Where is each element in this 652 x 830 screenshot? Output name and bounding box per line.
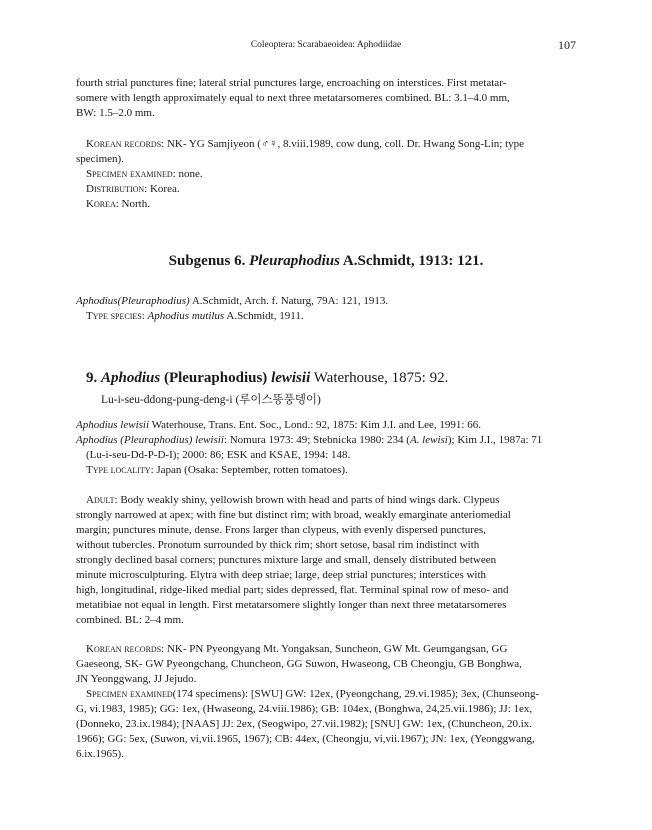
synonymy-cont: (Lu-i-seu-Dd-P-D-I); 2000: 86; ESK and KSAE, 1994: 148.: [86, 449, 351, 461]
distribution-text: Korea.: [149, 183, 180, 195]
adult-line: minute microsculpturing. Elytra with deep striae; large, deep strial punctures; interstices with: [76, 569, 487, 581]
synonymy: [76, 418, 576, 478]
previous-species-records: [76, 137, 576, 212]
subgenus-heading: [76, 253, 576, 270]
adult-line: margin; punctures minute, dense. Frons larger than clypeus, with evenly dispersed punctures,: [76, 524, 486, 536]
species-subgenus: (Pleuraphodius): [163, 370, 268, 386]
adult-line: without tubercles. Pronotum surrounded by thick rim; short setose, basal rim indistinct with: [76, 539, 480, 551]
specimen-text: (174 specimens): [SWU] GW: 12ex, (Pyeongchang, 29.vi.1985); 3ex, (Chunseong-: [172, 688, 540, 700]
korea-label: Korea:: [86, 198, 119, 210]
adult-line: strongly narrowed at apex; with fine but distinct rim; with broad, weakly emarginate anteriomedial: [76, 509, 511, 521]
description-line: fourth strial punctures fine; lateral strial punctures large, encroaching on interstices. First metatar-: [76, 77, 507, 89]
species-epithet: lewisii: [271, 370, 311, 386]
specimen-label: Specimen examined:: [86, 168, 176, 180]
adult-label: Adult:: [86, 494, 118, 506]
previous-species-description: [76, 76, 576, 121]
adult-line: strongly declined basal corners; punctures mixture large and small, densely distributed between: [76, 554, 497, 566]
adult-line: metatibiae not equal in length. First metatarsomere slightly longer than next three metatarsomeres: [76, 599, 507, 611]
running-header: [76, 40, 576, 56]
subgenus-reference: [76, 294, 576, 309]
distribution-label: Distribution:: [86, 183, 148, 195]
specimen-line: G, vi.1983, 1985); GG: 1ex, (Hwaseong, 24.viii.1986); GB: 104ex, (Bonghwa, 24,25.vii.1986); JJ: 1ex,: [76, 703, 533, 715]
description-line: BW: 1.5–2.0 mm.: [76, 107, 155, 119]
adult-description: [76, 493, 576, 628]
species-number: 9.: [86, 370, 98, 386]
synonym-text: ); Kim J.I., 1987a: 71: [447, 434, 543, 446]
subgenus-author: A.Schmidt, 1913: 121.: [342, 253, 484, 269]
records-line: JN Yeonggwang, JJ Jejudo.: [76, 673, 197, 685]
type-species-name: Aphodius mutilus: [147, 310, 225, 322]
records-line: [76, 642, 576, 657]
records-text: NK- PN Pyeongyang Mt. Yongaksan, Suncheon, GW Mt. Geumgangsan, GG: [166, 643, 508, 655]
korean-records-text: NK- YG Samjiyeon (♂♀, 8.viii.1989, cow dung, coll. Dr. Hwang Song-Lin; type: [166, 138, 525, 150]
adult-line: combined. BL: 2–4 mm.: [76, 614, 184, 626]
records-line: Gaeseong, SK- GW Pyeongchang, Chuncheon, GG Suwon, Hwaseong, CB Cheongju, GB Bonghwa,: [76, 658, 522, 670]
synonym-italic: A. lewisi: [409, 434, 448, 446]
records-label: Korean records:: [86, 643, 165, 655]
ref-subgenus: (Pleuraphodius): [117, 295, 190, 307]
type-locality-text: Japan (Osaka: September, rotten tomatoes).: [156, 464, 348, 476]
synonymy-line: [76, 433, 576, 448]
adult-text: Body weakly shiny, yellowish brown with head and parts of hind wings dark. Clypeus: [120, 494, 500, 506]
subgenus-prefix: Subgenus 6.: [168, 253, 246, 269]
running-title: Coleoptera: Scarabaeoidea: Aphodiidae: [250, 40, 402, 50]
korea: [76, 197, 576, 212]
adult-line: high, longitudinal, ridge-liked medial part; sides depressed, flat. Terminal spinal row of meso- and: [76, 584, 509, 596]
specimen-line: 1966); GG: 5ex, (Suwon, vi,vii.1965, 1967); CB: 44ex, (Cheongju, vi,vii.1967); JN: 1ex, (Yeonggwang,: [76, 733, 535, 745]
synonym-name: Aphodius lewisii: [76, 419, 150, 431]
distribution: [76, 182, 576, 197]
specimen-examined: [76, 167, 576, 182]
specimen-text: none.: [178, 168, 203, 180]
specimen-examined-label: Specimen examined: [86, 688, 173, 700]
synonym-text: : Nomura 1973: 49; Stebnicka 1980: 234 (: [223, 434, 410, 446]
synonymy-line: [76, 418, 576, 433]
species-genus: Aphodius: [101, 370, 161, 386]
type-species-label: Type species:: [86, 310, 145, 322]
ref-text: A.Schmidt, Arch. f. Naturg, 79A: 121, 1913.: [191, 295, 389, 307]
species-records: [76, 642, 576, 762]
korean-records-label: Korean records:: [86, 138, 165, 150]
type-species: [76, 309, 576, 324]
synonym-name: Aphodius (Pleuraphodius) lewisii: [76, 434, 224, 446]
specimen-line: (Donneko, 23.ix.1984); [NAAS] JJ: 2ex, (Seogwipo, 27.vii.1982); [SNU] GW: 1ex, (Chuncheon, 20.ix.: [76, 718, 533, 730]
korean-records: [76, 137, 576, 152]
specimen-line: [76, 687, 576, 702]
korean-records-cont: specimen).: [76, 153, 124, 165]
synonym-text: Waterhouse, Trans. Ent. Soc., Lond.: 92, 1875: Kim J.I. and Lee, 1991: 66.: [151, 419, 481, 431]
type-species-author: A.Schmidt, 1911.: [226, 310, 304, 322]
subgenus-references: [76, 294, 576, 324]
species-heading: [86, 370, 566, 387]
specimen-line: 6.ix.1965).: [76, 748, 124, 760]
species-korean-name: Lu-i-seu-ddong-pung-deng-i (루이스똥풍뎅이): [101, 394, 321, 406]
type-locality: [76, 463, 576, 478]
species-author: Waterhouse, 1875: 92.: [313, 370, 449, 386]
description-line: somere with length approximately equal to next three metatarsomeres combined. BL: 3.1–4.0 mm,: [76, 92, 510, 104]
type-locality-label: Type locality:: [86, 464, 154, 476]
subgenus-name: Pleuraphodius: [249, 253, 340, 269]
adult-line: [76, 493, 576, 508]
page-number: 107: [558, 38, 576, 52]
ref-genus: Aphodius: [76, 295, 118, 307]
korea-text: North.: [121, 198, 150, 210]
